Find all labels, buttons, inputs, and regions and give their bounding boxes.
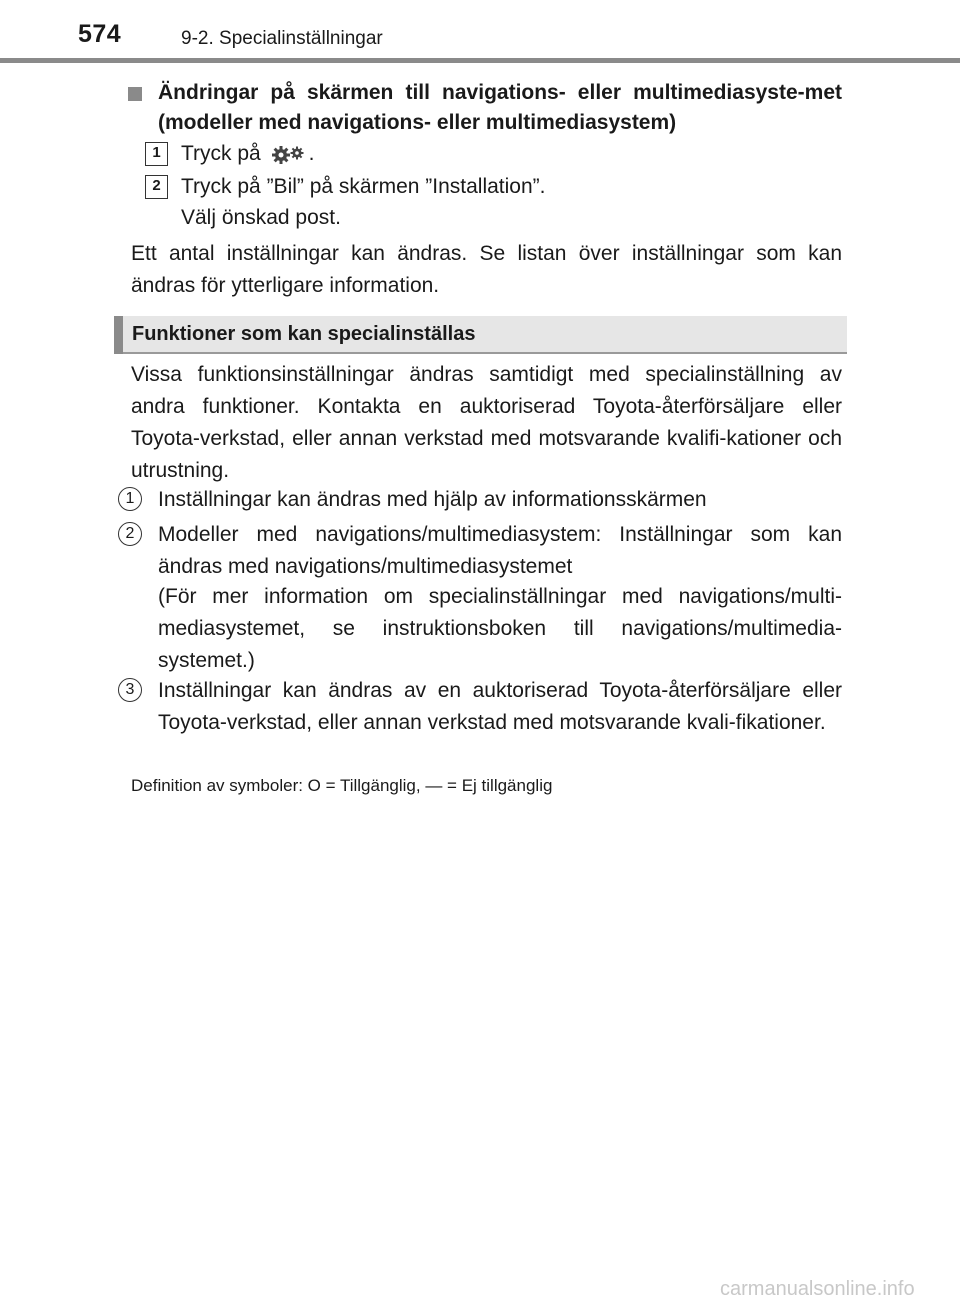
- symbol-definition: Definition av symboler: O = Tillgänglig, — = Ej tillgänglig: [131, 776, 553, 795]
- step-1-text: Tryck på: [181, 142, 261, 165]
- functions-intro: Vissa funktionsinställningar ändras samtidigt med specialinställning av andra funktioner. Kontakta en auktoriserad Toyota-återförsäljare eller Toyota-verkstad, eller annan verkstad med motsvarande kvalifi-kationer och utrustning.: [131, 363, 842, 482]
- page-number: 574: [78, 20, 122, 48]
- item-number-1: 1: [118, 487, 142, 511]
- functions-title-bar: [114, 316, 123, 354]
- step-1-suffix: .: [308, 142, 315, 165]
- step-number-2: 2: [145, 175, 168, 199]
- item-number-2: 2: [118, 522, 142, 546]
- item-2-detail: (För mer information om specialinställningar med navigations/multi-mediasystemet, se instruktionsboken till navigations/multimedia-systemet.): [158, 585, 842, 672]
- item-number-3: 3: [118, 678, 142, 702]
- gear-settings-icon: [271, 144, 305, 164]
- header-rule: [0, 58, 960, 63]
- square-bullet-icon: [128, 87, 142, 101]
- step-2-line1: Tryck på ”Bil” på skärmen ”Installation”.: [181, 175, 546, 198]
- step-1: [181, 139, 314, 169]
- page-header: [0, 0, 960, 62]
- subsection-heading: Ändringar på skärmen till navigations- eller multimediasyste-met (modeller med navigations- eller multimediasystem): [158, 81, 842, 134]
- settings-note: Ett antal inställningar kan ändras. Se listan över inställningar som kan ändras för ytterligare information.: [131, 242, 842, 297]
- step-2-line2: Välj önskad post.: [181, 206, 341, 229]
- item-3-text: Inställningar kan ändras av en auktoriserad Toyota-återförsäljare eller Toyota-verkstad, eller annan verkstad med motsvarande kvali-fikationer.: [158, 679, 842, 734]
- item-2-text: Modeller med navigations/multimediasystem: Inställningar som kan ändras med navigations/multimediasystemet: [158, 523, 842, 578]
- step-number-1: 1: [145, 142, 168, 166]
- section-title: 9-2. Specialinställningar: [181, 28, 383, 49]
- item-1-text: Inställningar kan ändras med hjälp av informationsskärmen: [158, 488, 707, 511]
- functions-title: Funktioner som kan specialinställas: [132, 323, 476, 345]
- watermark: carmanualsonline.info: [720, 1278, 915, 1300]
